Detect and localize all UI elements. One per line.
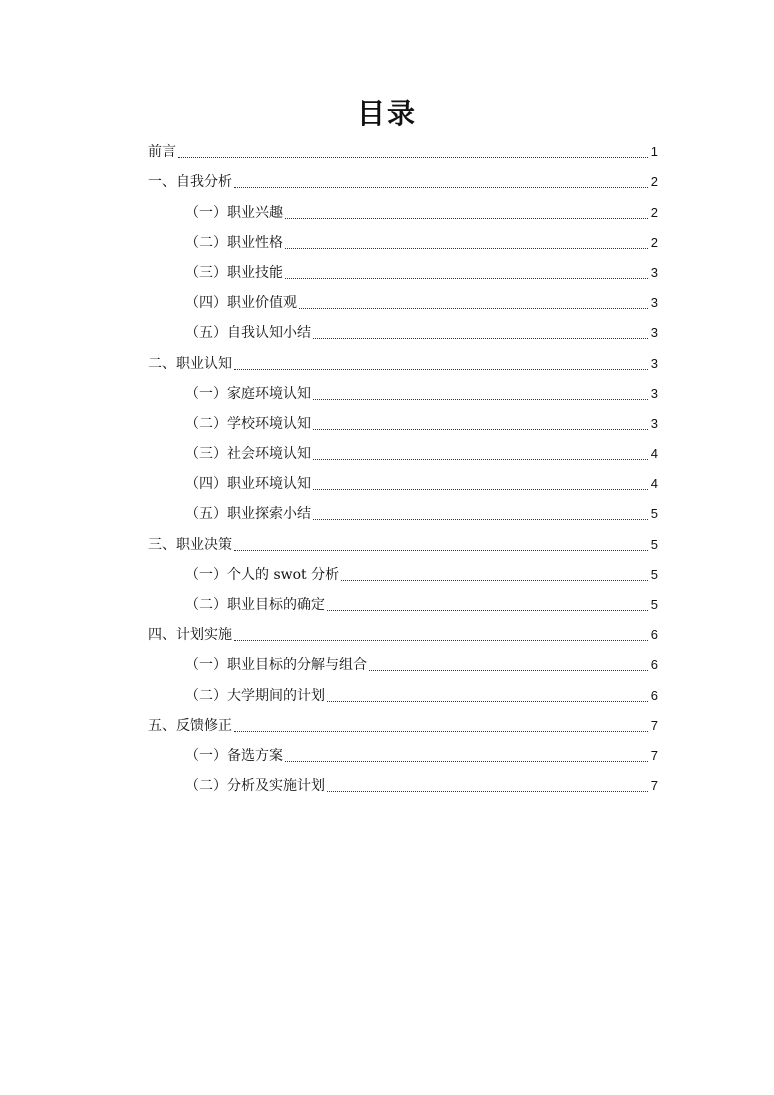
toc-entry[interactable]: [148, 318, 658, 348]
toc-entry-page-number: 3: [650, 295, 658, 311]
toc-entry-page-number: 3: [650, 355, 658, 371]
page-title: 目录: [356, 97, 417, 130]
toc-dot-leader: [313, 318, 648, 348]
toc-entry-page-number: 5: [650, 597, 658, 612]
toc-entry-label: （一）职业目标的分解与组合: [185, 657, 367, 674]
toc-entry-page-number: 3: [650, 385, 658, 401]
toc-dot-leader: [234, 349, 648, 379]
toc-entry-label: （四）职业环境认知: [185, 476, 311, 493]
toc-entry[interactable]: [148, 771, 658, 801]
toc-entry-label: 一、自我分析: [148, 174, 232, 191]
toc-entry-page-number: 6: [650, 627, 658, 643]
toc-dot-leader: [178, 137, 648, 167]
toc-entry[interactable]: [148, 288, 658, 318]
toc-entry-label: （一）备选方案: [185, 747, 283, 764]
toc-entry-page-number: 7: [650, 778, 658, 794]
toc-dot-leader: [285, 228, 648, 258]
toc-entry-label: 二、职业认知: [148, 355, 232, 372]
toc-entry-label: （五）自我认知小结: [185, 325, 311, 342]
toc-entry-label: （二）分析及实施计划: [185, 778, 325, 795]
toc-dot-leader: [327, 681, 648, 711]
toc-entry-label: （二）职业目标的确定: [185, 597, 325, 613]
toc-entry[interactable]: [148, 409, 658, 439]
toc-dot-leader: [313, 409, 648, 439]
toc-entry-label: （五）职业探索小结: [185, 506, 311, 523]
toc-entry-label: （三）职业技能: [185, 264, 283, 281]
toc-dot-leader: [327, 590, 648, 620]
toc-dot-leader: [285, 741, 648, 771]
toc-dot-leader: [313, 439, 648, 469]
toc-entry[interactable]: [148, 197, 658, 227]
toc-entry-page-number: 7: [650, 717, 658, 733]
toc-entry-page-number: 5: [650, 566, 658, 582]
toc-entry-page-number: 5: [650, 536, 658, 552]
toc-entry[interactable]: [148, 348, 658, 378]
toc-entry-page-number: 3: [650, 415, 658, 431]
table-of-contents: [148, 137, 658, 801]
toc-entry-label: （二）职业性格: [185, 234, 283, 251]
toc-entry-page-number: 3: [650, 264, 658, 280]
toc-dot-leader: [285, 198, 648, 228]
toc-dot-leader: [313, 469, 648, 499]
toc-entry-page-number: 6: [650, 657, 658, 673]
toc-dot-leader: [234, 620, 648, 650]
toc-entry-label: （四）职业价值观: [185, 295, 297, 312]
toc-entry-page-number: 2: [650, 234, 658, 250]
toc-entry[interactable]: [148, 258, 658, 288]
toc-entry-label: 五、反馈修正: [148, 717, 232, 734]
toc-entry[interactable]: [148, 529, 658, 559]
toc-entry[interactable]: [148, 560, 658, 590]
toc-entry[interactable]: [148, 439, 658, 469]
toc-entry-label: 四、计划实施: [148, 627, 232, 644]
toc-dot-leader: [327, 771, 648, 801]
toc-dot-leader: [285, 258, 648, 288]
toc-entry[interactable]: [148, 590, 658, 620]
toc-entry[interactable]: [148, 167, 658, 197]
toc-entry[interactable]: [148, 379, 658, 409]
toc-entry-page-number: 2: [650, 204, 658, 220]
toc-entry-label: 前言: [148, 144, 176, 161]
toc-entry-page-number: 4: [650, 476, 658, 492]
toc-entry[interactable]: [148, 228, 658, 258]
toc-entry[interactable]: [148, 680, 658, 710]
toc-entry-page-number: 4: [650, 446, 658, 462]
toc-entry[interactable]: [148, 711, 658, 741]
toc-dot-leader: [341, 560, 648, 590]
toc-entry-label: （一）个人的 swot 分析: [185, 566, 340, 583]
toc-entry-label: （一）职业兴趣: [185, 204, 283, 221]
toc-entry-page-number: 3: [650, 325, 658, 341]
toc-entry-label: （二）大学期间的计划: [185, 687, 325, 704]
toc-entry-label: （二）学校环境认知: [185, 415, 311, 432]
toc-entry[interactable]: [148, 469, 658, 499]
toc-dot-leader: [369, 650, 648, 680]
toc-entry[interactable]: [148, 499, 658, 529]
toc-entry-page-number: 5: [650, 506, 658, 522]
toc-entry[interactable]: [148, 650, 658, 680]
toc-dot-leader: [313, 379, 648, 409]
toc-entry-label: 三、职业决策: [148, 536, 232, 553]
toc-dot-leader: [234, 711, 648, 741]
toc-entry[interactable]: [148, 620, 658, 650]
toc-dot-leader: [299, 288, 648, 318]
toc-dot-leader: [234, 167, 648, 197]
toc-entry-label: （一）家庭环境认知: [185, 385, 311, 402]
toc-entry[interactable]: [148, 741, 658, 771]
toc-entry-page-number: 1: [650, 144, 658, 160]
toc-entry[interactable]: [148, 137, 658, 167]
toc-dot-leader: [234, 530, 648, 560]
toc-entry-label: （三）社会环境认知: [185, 446, 311, 463]
toc-dot-leader: [313, 499, 648, 529]
toc-entry-page-number: 2: [650, 174, 658, 190]
toc-entry-page-number: 7: [650, 747, 658, 763]
toc-entry-page-number: 6: [650, 687, 658, 703]
